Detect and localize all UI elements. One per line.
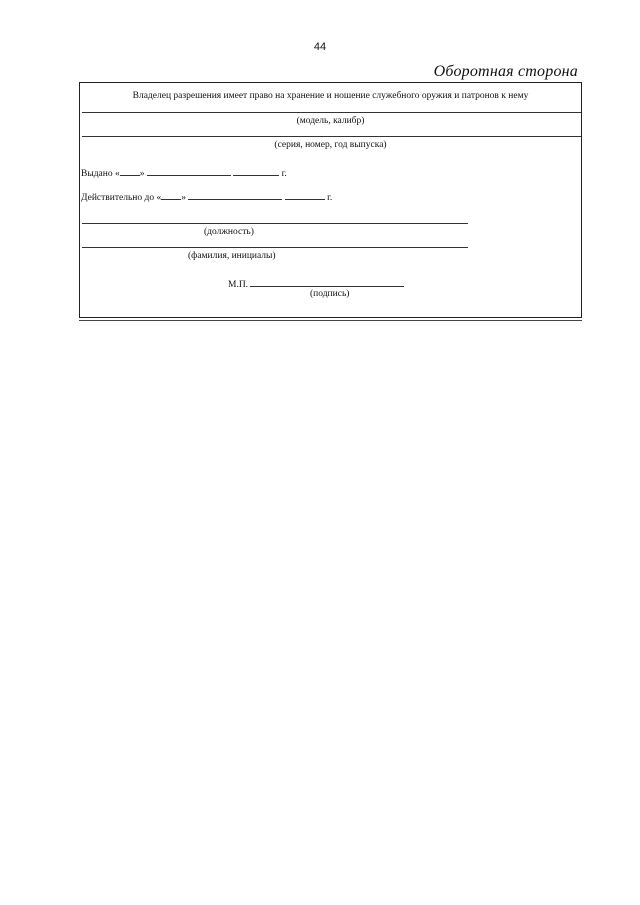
valid-day-blank [161,190,181,200]
issued-year-suffix: г. [281,169,287,179]
signature-caption: (подпись) [310,289,350,299]
position-caption: (должность) [204,227,254,237]
position-line [82,223,468,224]
issued-year-blank [233,166,279,176]
serial-caption: (серия, номер, год выпуска) [274,140,387,150]
stamp-label: М.П. [228,280,249,290]
valid-row [81,190,332,203]
issued-row [81,166,287,179]
issued-label: Выдано [81,169,113,179]
name-line [82,247,468,248]
valid-label: Действительно до [81,193,155,203]
valid-year-blank [285,190,325,200]
valid-month-blank [188,190,282,200]
issued-open-quote: « [114,169,120,179]
name-caption: (фамилия, инициалы) [188,251,276,261]
model-line [82,112,581,113]
form-intro-text: Владелец разрешения имеет право на хранение и ношение служебного оружия и патронов к нему [132,91,529,101]
model-caption: (модель, калибр) [296,116,365,126]
valid-open-quote: « [156,193,162,203]
page-number: 44 [313,41,327,53]
valid-close-quote: » [181,193,186,203]
permit-form [79,82,582,318]
signature-blank [250,277,404,287]
valid-year-suffix: г. [327,193,333,203]
issued-day-blank [120,166,140,176]
reverse-side-title: Оборотная сторона [433,63,578,80]
issued-close-quote: » [139,169,145,179]
serial-line [82,136,581,137]
issued-month-blank [147,166,231,176]
